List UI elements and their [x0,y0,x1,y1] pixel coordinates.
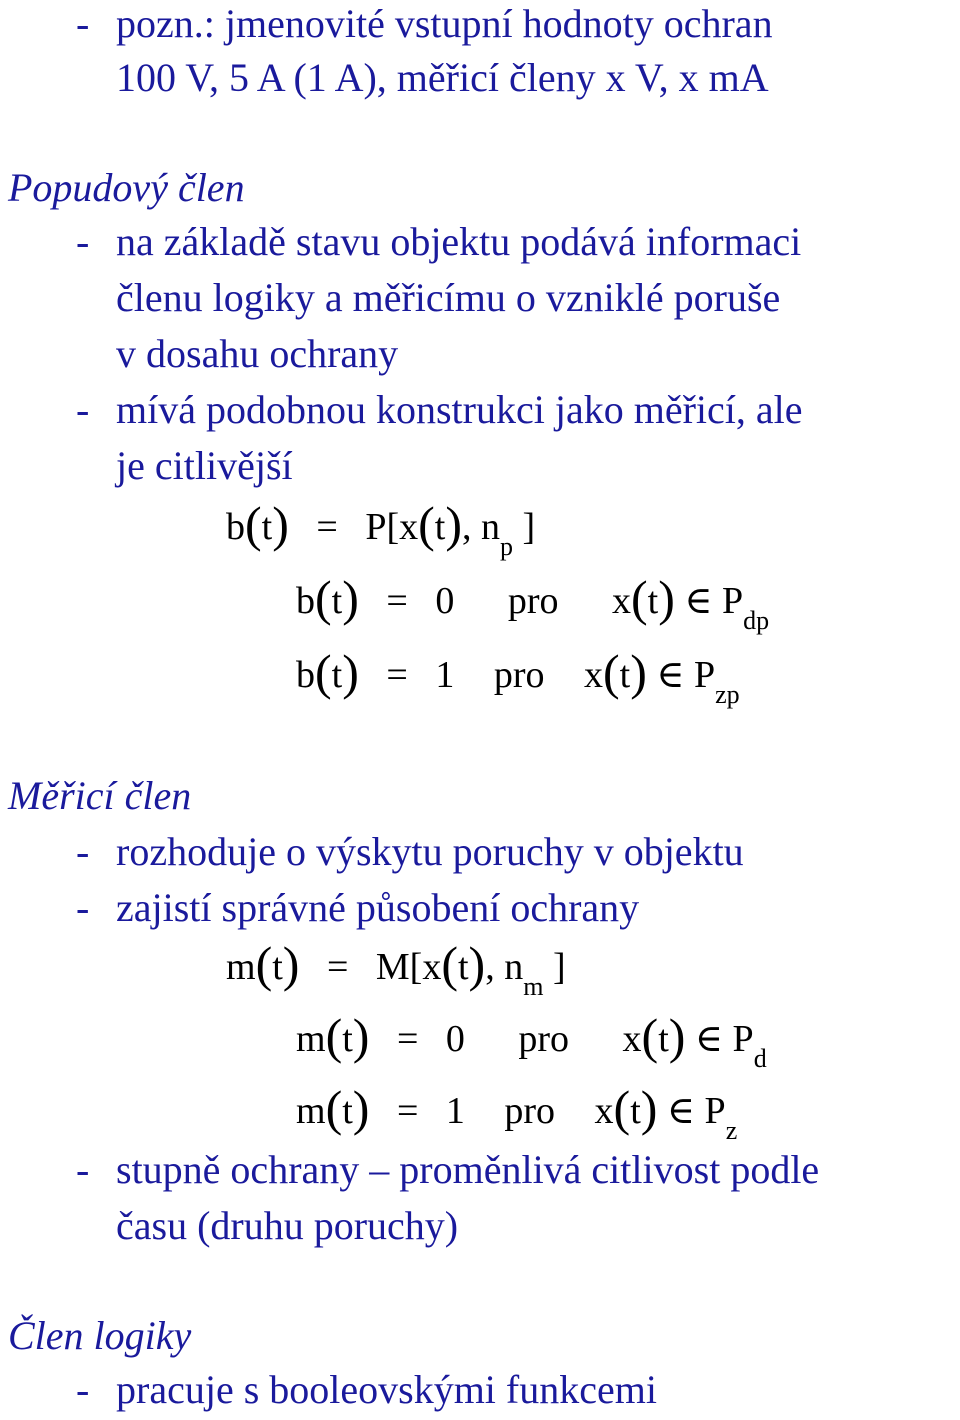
eq-symbol: x [422,946,442,988]
eq-symbol: t [261,506,273,548]
eq-word: pro [504,1090,556,1132]
equation-popudovy-one: b(t) = 1 pro x(t) ∈ $P_{zp}$ [296,644,740,709]
eq-subscript: dp [743,606,770,635]
eq-symbol: x [611,580,631,622]
eq-value: 0 [435,580,455,622]
bullet-dash: - [76,1,90,46]
heading-popudovy-clen: Popudový člen [8,165,245,210]
eq-subscript: m [523,972,544,1001]
eq-symbol: t [331,580,343,622]
popudovy-bullet-1-line-1: na základě stavu objektu podává informaci [116,219,802,264]
eq-symbol: x [399,506,419,548]
bullet-dash: - [76,885,90,930]
eq-symbol: M [375,946,410,988]
eq-symbol: x [622,1018,642,1060]
eq-operator: = [386,580,408,622]
eq-word: pro [518,1018,570,1060]
eq-symbol: t [342,1018,353,1060]
merici-bullet-1-text: rozhoduje o výskytu poruchy v objektu [116,829,744,874]
eq-symbol: b [226,506,245,548]
eq-symbol: t [658,1018,669,1060]
bullet-dash: - [76,829,90,874]
eq-subscript: d [753,1044,767,1073]
eq-symbol: P [721,580,744,622]
eq-symbol: m [296,1018,326,1060]
popudovy-bullet-1-line-3: v dosahu ochrany [116,331,399,376]
eq-symbol: x [594,1090,614,1132]
equation-popudovy-main: b(t) = P[x(t), $n_p$ ] [226,496,536,561]
popudovy-bullet-2-line-2: je citlivější [116,443,293,488]
eq-symbol: n [480,506,500,548]
eq-operator: = [396,1090,419,1132]
equation-merici-main: m(t) = M[x(t), $n_m$ ] [226,936,566,1001]
eq-symbol: m [226,946,256,988]
logika-bullet-1-text: pracuje s booleovskými funkcemi [116,1367,657,1412]
eq-operator: = [316,506,338,548]
eq-symbol: t [434,506,446,548]
eq-symbol: t [342,1090,353,1132]
eq-subscript: p [499,532,513,561]
heading-merici-clen: Měřicí člen [8,773,192,818]
eq-subscript: zp [715,680,740,709]
eq-symbol: P [365,506,387,548]
merici-bullet-3-line-1: stupně ochrany – proměnlivá citlivost podle [116,1147,820,1192]
eq-word: pro [507,580,559,622]
eq-symbol: t [272,946,283,988]
eq-symbol: n [504,946,524,988]
bullet-dash: - [76,219,90,264]
note-text-1: pozn.: jmenovité vstupní hodnoty ochran [116,1,773,46]
equation-merici-one: m(t) = 1 pro x(t) ∈ $P_z$ [296,1080,738,1145]
eq-symbol: x [583,654,603,696]
eq-symbol: P [732,1018,754,1060]
bullet-dash: - [76,387,90,432]
eq-symbol: b [296,580,315,622]
note-text-2: 100 V, 5 A (1 A), měřicí členy x V, x mA [116,55,769,100]
eq-symbol: P [693,654,716,696]
eq-value: 1 [435,654,455,696]
bullet-dash: - [76,1147,90,1192]
eq-symbol: t [630,1090,641,1132]
popudovy-bullet-2-line-1: mívá podobnou konstrukci jako měřicí, ale [116,387,803,432]
eq-operator: = [326,946,349,988]
equation-merici-zero: m(t) = 0 pro x(t) ∈ $P_d$ [296,1008,767,1073]
eq-value: 1 [445,1090,465,1132]
eq-operator: = [386,654,408,696]
popudovy-bullet-1-line-2: členu logiky a měřicímu o vzniklé poruše [116,275,781,320]
eq-word: pro [493,654,545,696]
heading-clen-logiky: Člen logiky [8,1313,192,1358]
eq-symbol: t [619,654,631,696]
eq-value: 0 [445,1018,465,1060]
eq-symbol: t [457,946,469,988]
eq-subscript: z [725,1116,738,1145]
equation-popudovy-zero: b(t) = 0 pro x(t) ∈ $P_{dp}$ [296,570,770,635]
eq-symbol: t [647,580,659,622]
merici-bullet-2-text: zajistí správné působení ochrany [116,885,640,930]
eq-symbol: m [296,1090,326,1132]
eq-operator: = [396,1018,419,1060]
eq-symbol: P [704,1090,726,1132]
eq-symbol: b [296,654,315,696]
merici-bullet-3-line-2: času (druhu poruchy) [116,1203,459,1248]
bullet-dash: - [76,1367,90,1412]
eq-symbol: t [331,654,343,696]
